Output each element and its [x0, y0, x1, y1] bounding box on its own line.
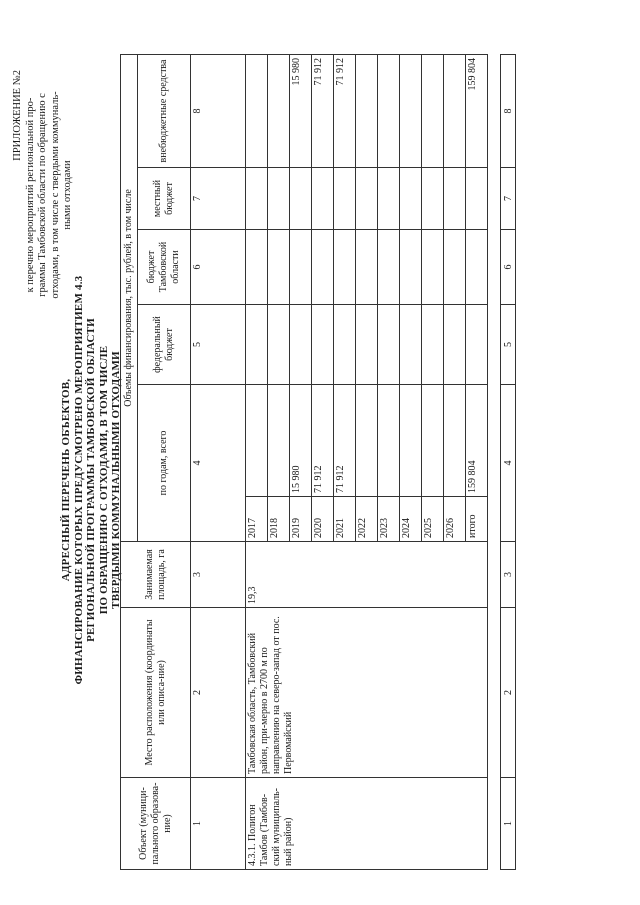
column-number: 2	[191, 608, 246, 778]
total-cell	[355, 385, 377, 497]
extra-budget-cell	[267, 54, 289, 167]
empty-budget-cell	[311, 168, 333, 230]
footer-number: 7	[501, 168, 516, 230]
title-line: ПО ОБРАЩЕНИЮ С ОТХОДАМИ, В ТОМ ЧИСЛЕ	[97, 345, 110, 615]
extra-budget-cell	[245, 54, 267, 167]
title-line: АДРЕСНЫЙ ПЕРЕЧЕНЬ ОБЪЕКТОВ,	[60, 378, 72, 582]
appendix-line: ными отходами	[62, 160, 73, 230]
footer-number: 3	[501, 542, 516, 608]
empty-budget-cell	[289, 305, 311, 385]
total-cell: 71 912	[311, 385, 333, 497]
column-number: 7	[191, 168, 246, 230]
appendix-line: к перечню мероприятий региональной про-	[24, 97, 36, 293]
header-regional: бюджет Тамбовской области	[138, 230, 191, 305]
column-number: 6	[191, 230, 246, 305]
empty-budget-cell	[399, 230, 421, 305]
year-cell: итого	[465, 497, 487, 542]
empty-budget-cell	[465, 230, 487, 305]
empty-budget-cell	[443, 230, 465, 305]
footer-number: 6	[501, 230, 516, 305]
empty-budget-cell	[377, 230, 399, 305]
empty-budget-cell	[245, 168, 267, 230]
year-cell: 2020	[311, 497, 333, 542]
header-federal: федеральный бюджет	[138, 305, 191, 385]
extra-budget-cell: 159 804	[465, 54, 487, 167]
empty-budget-cell	[443, 305, 465, 385]
appendix-line: граммы Тамбовской области по обращению с	[37, 93, 48, 297]
year-cell: 2021	[333, 497, 355, 542]
empty-budget-cell	[421, 168, 443, 230]
empty-budget-cell	[333, 168, 355, 230]
empty-budget-cell	[421, 305, 443, 385]
empty-budget-cell	[465, 305, 487, 385]
total-cell: 159 804	[465, 385, 487, 497]
empty-budget-cell	[333, 230, 355, 305]
column-number: 4	[191, 385, 246, 542]
header-location: Место расположения (координаты или описа-ние)	[121, 608, 191, 778]
empty-budget-cell	[443, 168, 465, 230]
document-title	[60, 230, 123, 730]
total-cell	[421, 385, 443, 497]
empty-budget-cell	[311, 305, 333, 385]
year-cell: 2019	[289, 497, 311, 542]
empty-budget-cell	[355, 305, 377, 385]
total-cell	[245, 385, 267, 497]
header-by-years: по годам, всего	[138, 385, 191, 542]
extra-budget-cell	[443, 54, 465, 167]
title-line: РЕГИОНАЛЬНОЙ ПРОГРАММЫ ТАМБОВСКОЙ ОБЛАСТИ	[85, 318, 97, 642]
title-line: ТВЕРДЫМИ КОММУНАЛЬНЫМИ ОТХОДАМИ	[110, 351, 122, 609]
column-number: 5	[191, 305, 246, 385]
empty-budget-cell	[267, 305, 289, 385]
empty-budget-cell	[333, 305, 355, 385]
appendix-heading: ПРИЛОЖЕНИЕ №2	[12, 70, 23, 161]
year-cell: 2018	[267, 497, 289, 542]
empty-budget-cell	[377, 305, 399, 385]
area-cell: 19,3	[245, 542, 487, 608]
empty-budget-cell	[421, 230, 443, 305]
extra-budget-cell	[355, 54, 377, 167]
year-cell: 2022	[355, 497, 377, 542]
empty-budget-cell	[311, 230, 333, 305]
footer-number: 5	[501, 305, 516, 385]
year-cell: 2025	[421, 497, 443, 542]
footer-number: 4	[501, 385, 516, 542]
title-line: ФИНАНСИРОВАНИЕ КОТОРЫХ ПРЕДУСМОТРЕНО МЕРОПРИЯТИЕМ 4.3	[72, 275, 85, 685]
empty-budget-cell	[267, 230, 289, 305]
year-cell: 2017	[245, 497, 267, 542]
year-cell: 2024	[399, 497, 421, 542]
empty-budget-cell	[355, 168, 377, 230]
empty-budget-cell	[245, 305, 267, 385]
total-cell	[267, 385, 289, 497]
extra-budget-cell	[421, 54, 443, 167]
extra-budget-cell	[399, 54, 421, 167]
empty-budget-cell	[245, 230, 267, 305]
extra-budget-cell: 71 912	[311, 54, 333, 167]
extra-budget-cell: 71 912	[333, 54, 355, 167]
total-cell	[399, 385, 421, 497]
empty-budget-cell	[289, 230, 311, 305]
appendix-line: отходами, в том числе с твердыми коммуналь-	[49, 91, 61, 299]
objects-table	[120, 54, 488, 870]
footer-number: 2	[501, 608, 516, 778]
total-cell: 15 980	[289, 385, 311, 497]
year-row	[245, 54, 267, 869]
year-cell: 2023	[377, 497, 399, 542]
empty-budget-cell	[355, 230, 377, 305]
empty-budget-cell	[267, 168, 289, 230]
column-number-footer	[500, 54, 516, 870]
column-number: 3	[191, 542, 246, 608]
footer-number: 8	[501, 55, 516, 168]
empty-budget-cell	[377, 168, 399, 230]
total-cell: 71 912	[333, 385, 355, 497]
year-cell: 2026	[443, 497, 465, 542]
empty-budget-cell	[399, 305, 421, 385]
extra-budget-cell: 15 980	[289, 54, 311, 167]
header-extra: внебюджетные средства	[138, 54, 191, 167]
footer-number: 1	[501, 778, 516, 870]
total-cell	[443, 385, 465, 497]
header-funding-group: Объемы финансирования, тыс. рублей, в том числе	[121, 54, 138, 541]
empty-budget-cell	[465, 168, 487, 230]
location-cell: Тамбовская область, Тамбовский район, при-мерно в 2700 м по направлению на северо-запад от пос. Первомайский	[245, 608, 487, 778]
empty-budget-cell	[399, 168, 421, 230]
total-cell	[377, 385, 399, 497]
header-area: Занимаемая площадь, га	[121, 542, 191, 608]
column-number: 1	[191, 778, 246, 870]
extra-budget-cell	[377, 54, 399, 167]
header-local: местный бюджет	[138, 168, 191, 230]
header-object: Объект (муници-пального образова-ние)	[121, 778, 191, 870]
column-number: 8	[191, 54, 246, 167]
object-name-cell: 4.3.1. Полигон Тамбов (Тамбов-ский муниципаль-ный район)	[245, 778, 487, 870]
empty-budget-cell	[289, 168, 311, 230]
